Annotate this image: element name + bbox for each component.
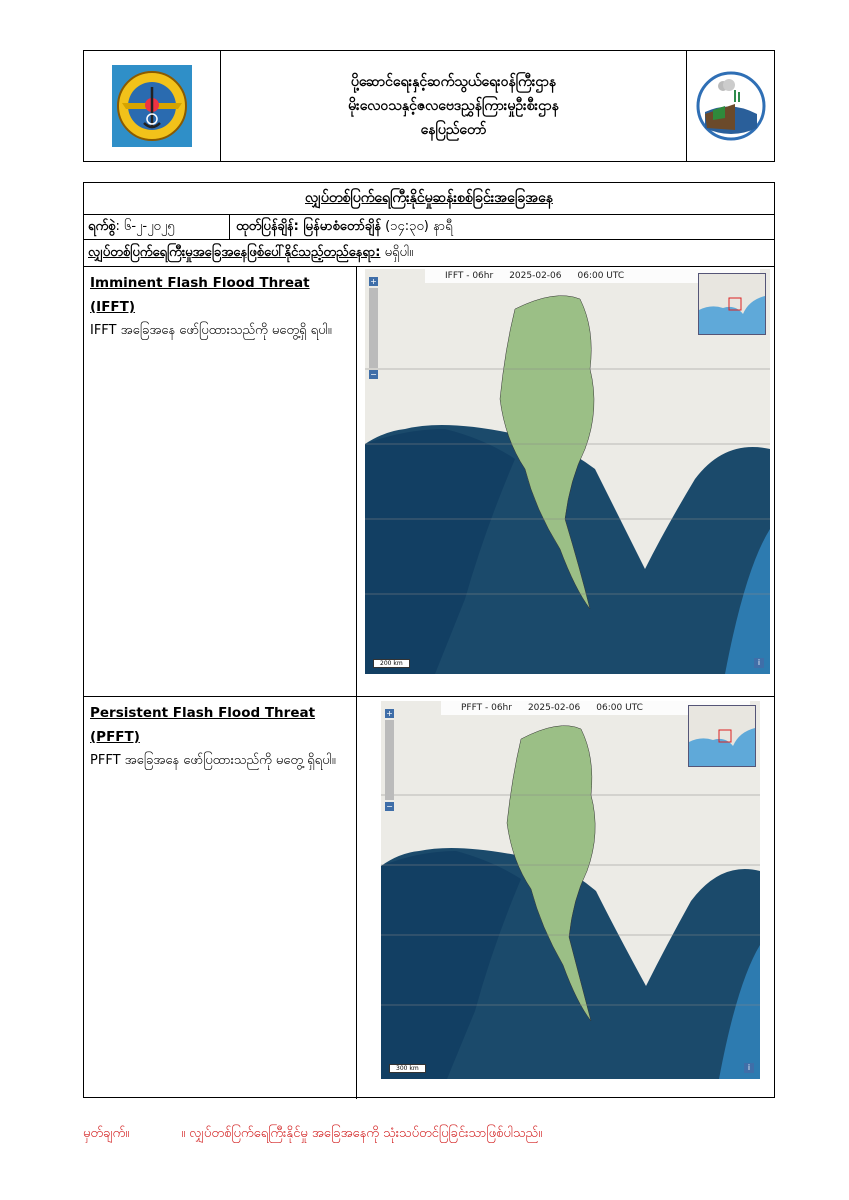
ifft-overview-map[interactable]: [698, 273, 766, 335]
pfft-zoom-out-icon[interactable]: −: [386, 802, 393, 811]
footer-note: [83, 1125, 542, 1144]
threat-area-row: [84, 240, 774, 267]
ifft-zoom-in-icon[interactable]: +: [370, 277, 377, 286]
pfft-section: [84, 697, 774, 1099]
ifft-description: IFFT အခြေအနေ ဖော်ပြထားသည်ကို မတွေ့ရှိ ရပါ။: [90, 323, 332, 338]
pfft-map-product: PFFT - 06hr: [461, 703, 512, 713]
pfft-text-cell: [84, 697, 357, 1099]
ifft-zoom-slider[interactable]: [369, 288, 378, 368]
ifft-heading: Imminent Flash Flood Threat (IFFT): [90, 275, 310, 315]
pfft-scale-bar: 300 km: [389, 1064, 426, 1073]
ifft-overview-graphic: [699, 274, 765, 334]
ministry-name: ပို့ဆောင်ရေးနှင့်ဆက်သွယ်ရေးဝန်ကြီးဌာန: [350, 74, 557, 90]
issue-value: (၁၄:၃၀) နာရီ: [385, 219, 453, 234]
threat-area-label: လျှပ်တစ်ပြက်ရေကြီးမှုအခြေအနေဖြစ်ပေါ်နိုင်သည့်တည်နေရာ:: [88, 245, 381, 260]
department-emblem-icon: [112, 65, 192, 147]
ifft-zoom-control[interactable]: [369, 277, 379, 381]
ifft-map-date: 2025-02-06: [509, 271, 562, 281]
ifft-section: [84, 267, 774, 697]
issue-label: ထုတ်ပြန်ချိန်: မြန်မာစံတော်ချိန်: [236, 219, 381, 234]
hydrology-logo-cell: [687, 51, 774, 161]
department-name: မိုးလေဝသနှင့်ဇလဗေဒညွှန်ကြားမှုဦးစီးဌာန: [348, 98, 559, 114]
ifft-map[interactable]: [365, 269, 770, 674]
header-title: [221, 51, 687, 161]
pfft-map[interactable]: [381, 701, 760, 1079]
report-meta-row: [84, 215, 774, 240]
note-label: မှတ်ချက်။: [83, 1126, 130, 1141]
issue-time-cell: [230, 215, 774, 239]
department-emblem-cell: [84, 51, 221, 161]
pfft-map-time: 06:00 UTC: [596, 703, 643, 713]
ifft-zoom-out-icon[interactable]: −: [370, 370, 377, 379]
hydrology-cycle-icon: [695, 70, 767, 142]
pfft-zoom-in-icon[interactable]: +: [386, 709, 393, 718]
ifft-map-product: IFFT - 06hr: [445, 271, 494, 281]
threat-area-value: မရှိပါ။: [384, 245, 414, 260]
note-text: ။ လျှပ်တစ်ပြက်ရေကြီးနိုင်မှု အခြေအနေကို သုံးသပ်တင်ပြခြင်းသာဖြစ်ပါသည်။: [181, 1126, 543, 1141]
pfft-description: PFFT အခြေအနေ ဖော်ပြထားသည်ကို မတွေ့ ရှိရပါ။: [90, 753, 336, 768]
date-cell: ရက်စွဲ: ၆-၂-၂၀၂၅: [84, 215, 230, 239]
pfft-overview-graphic: [689, 706, 755, 766]
ifft-info-icon[interactable]: i: [754, 658, 764, 668]
pfft-heading: Persistent Flash Flood Threat (PFFT): [90, 705, 316, 745]
pfft-zoom-slider[interactable]: [385, 720, 394, 800]
ifft-text-cell: [84, 267, 357, 696]
ifft-scale-bar: 200 km: [373, 659, 410, 668]
pfft-zoom-control[interactable]: [385, 709, 395, 813]
city-name: နေပြည်တော်: [420, 122, 487, 138]
pfft-info-icon[interactable]: i: [744, 1063, 754, 1073]
report-table: [83, 182, 775, 1098]
report-title: လျှပ်တစ်ပြက်ရေကြီးနိုင်မှုဆန်းစစ်ခြင်းအခြေအနေ: [84, 183, 774, 215]
document-header: [83, 50, 775, 162]
pfft-overview-map[interactable]: [688, 705, 756, 767]
date-value: ၆-၂-၂၀၂၅: [124, 219, 175, 234]
date-label: ရက်စွဲ: [88, 219, 116, 234]
ifft-map-time: 06:00 UTC: [577, 271, 625, 281]
pfft-map-date: 2025-02-06: [527, 703, 581, 713]
